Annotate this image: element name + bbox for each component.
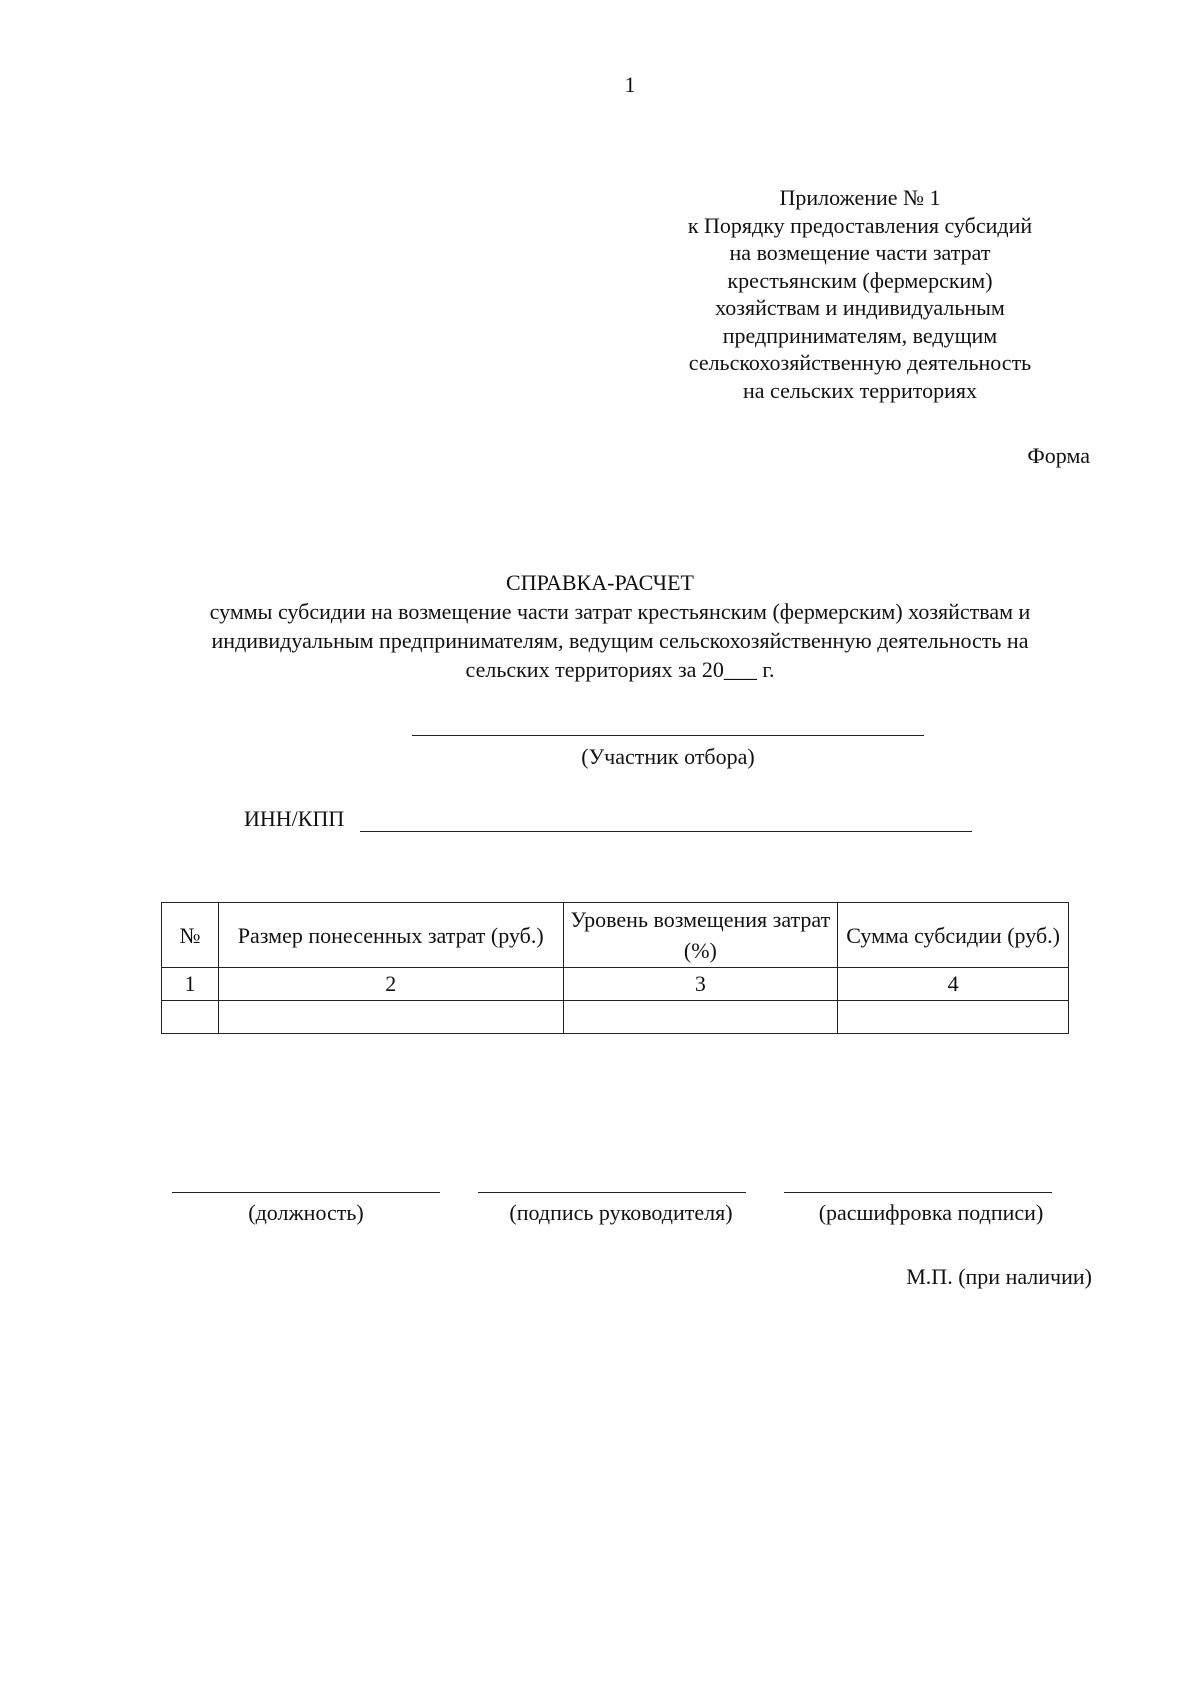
table-header-row [162, 903, 1069, 968]
participant-caption: (Участник отбора) [581, 744, 755, 769]
appendix-line: к Порядку предоставления субсидий [687, 212, 1033, 238]
page-number: 1 [624, 72, 636, 97]
appendix-block [660, 184, 1060, 404]
inn-kpp-fill-line[interactable] [360, 831, 972, 832]
appendix-line: предпринимателям, ведущим [722, 322, 998, 348]
position-caption: (должность) [248, 1200, 364, 1225]
header-rate: Уровень возмещения затрат (%) [563, 903, 838, 968]
inn-kpp-label: ИНН/КПП [244, 806, 345, 831]
subtitle-line: сельских территориях за 20___ г. [465, 657, 775, 682]
document-title: СПРАВКА-РАСЧЕТ [506, 570, 694, 595]
table-cell: 1 [162, 968, 219, 1001]
signature-caption: (подпись руководителя) [509, 1200, 733, 1225]
appendix-line: на сельских территориях [743, 377, 977, 403]
table-cell-empty[interactable] [563, 1001, 838, 1034]
participant-fill-line[interactable] [412, 735, 924, 736]
subtitle-line: суммы субсидии на возмещение части затрат крестьянским (фермерским) хозяйствам и [209, 599, 1031, 624]
table-cell: 4 [838, 968, 1069, 1001]
appendix-line: Приложение № 1 [779, 185, 941, 210]
position-fill-line[interactable] [172, 1192, 440, 1193]
appendix-line: сельскохозяйственную деятельность [688, 350, 1032, 375]
table-cell: 2 [218, 968, 563, 1001]
decoding-caption: (расшифровка подписи) [818, 1200, 1044, 1225]
decoding-fill-line[interactable] [784, 1192, 1052, 1193]
form-label: Форма [1027, 443, 1090, 468]
document-subtitle [150, 597, 1090, 684]
header-subsidy: Сумма субсидии (руб.) [838, 903, 1069, 968]
appendix-line: на возмещение части затрат [729, 240, 991, 265]
table-column-number-row [162, 968, 1069, 1001]
calculation-table [161, 902, 1069, 1034]
appendix-line: хозяйствам и индивидуальным [715, 295, 1005, 320]
table-cell: 3 [563, 968, 838, 1001]
inn-kpp-row [244, 806, 974, 838]
header-number: № [162, 903, 219, 968]
signature-fill-line[interactable] [478, 1192, 746, 1193]
table-cell-empty[interactable] [838, 1001, 1069, 1034]
appendix-line: крестьянским (фермерским) [727, 267, 993, 293]
table-cell-empty[interactable] [218, 1001, 563, 1034]
header-costs: Размер понесенных затрат (руб.) [218, 903, 563, 968]
table-cell-empty[interactable] [162, 1001, 219, 1034]
subtitle-line: индивидуальным предпринимателям, ведущим сельскохозяйственную деятельность на [211, 628, 1029, 653]
stamp-label: М.П. (при наличии) [906, 1264, 1092, 1289]
table-row [162, 1001, 1069, 1034]
